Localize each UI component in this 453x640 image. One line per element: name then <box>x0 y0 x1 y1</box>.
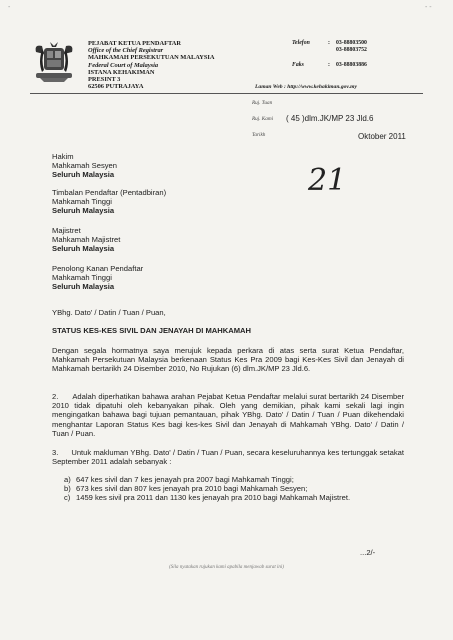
recipient-1: Hakim Mahkamah Sesyen Seluruh Malaysia <box>52 152 118 180</box>
footer-note: (Sila nyatakan rujukan kami apabila menjawab surat ini) <box>169 565 284 570</box>
list-item: b) 673 kes sivil dan 807 kes jenayah pra 2010 bagi Mahkamah Sesyen; <box>64 484 308 494</box>
tarikh-label: Tarikh <box>252 132 266 138</box>
office-address-block <box>88 40 258 90</box>
page-continuation: ...2/- <box>360 548 376 557</box>
scan-mark-right: - - <box>425 4 432 11</box>
precinct: PRESINT 3 <box>88 76 121 84</box>
postcode-city: 62506 PUTRAJAYA <box>88 83 144 91</box>
office-name-english: Office of the Chief Registrar <box>88 47 164 55</box>
website-line: Laman Web : http://www.kehakiman.gov.my <box>255 84 357 90</box>
ruj-tuan-label: Ruj. Tuan <box>252 100 273 106</box>
ruj-kami-label: Ruj. Kami <box>252 116 274 122</box>
paragraph-1: Dengan segala hormatnya saya merujuk kepada perkara di atas serta surat Ketua Pendaftar, Mahkamah Persekutuan Malaysia berkenaan Status Kes Pra 2009 bagi Kes-Kes Sivil dan Jenayah di Mahkamah bertarikh 24 Disember 2010, No Rujukan (6) dlm.JK/MP 23 Jld.6. <box>52 346 404 374</box>
ruj-kami-value: ( 45 )dlm.JK/MP 23 Jld.6 <box>286 114 374 123</box>
telefon-number-2: 03-88803752 <box>336 47 367 54</box>
header-divider <box>30 93 423 94</box>
building-name: ISTANA KEHAKIMAN <box>88 68 155 76</box>
list-item: c) 1459 kes sivil pra 2011 dan 1130 kes jenayah pra 2010 bagi Mahkamah Majistret. <box>64 493 351 503</box>
paragraph-3: 3. Untuk makluman YBhg. Dato' / Datin / Tuan / Puan, secara keseluruhannya kes tertunggak setakat September 2011 adalah sebanyak : <box>52 448 407 467</box>
contact-block: Telefon : 03-88803500 03-88803752 Faks : 03-88803886 <box>292 40 367 68</box>
recipient-2: Timbalan Pendaftar (Pentadbiran) Mahkamah Tinggi Seluruh Malaysia <box>52 188 167 216</box>
salutation: YBhg. Dato' / Datin / Tuan / Puan, <box>52 308 166 317</box>
court-name-english: Federal Court of Malaysia <box>88 61 159 69</box>
recipient-3: Majistret Mahkamah Majistret Seluruh Malaysia <box>52 226 121 254</box>
svg-text:21: 21 <box>308 163 347 196</box>
office-name: PEJABAT KETUA PENDAFTAR <box>88 40 182 47</box>
telefon-label: Telefon <box>292 40 310 46</box>
coat-of-arms-icon <box>30 40 78 84</box>
court-name: MAHKAMAH PERSEKUTUAN MALAYSIA <box>88 54 215 62</box>
telefon-number-1: 03-88803500 <box>336 40 367 46</box>
subject-line: STATUS KES-KES SIVIL DAN JENAYAH DI MAHKAMAH <box>52 326 252 335</box>
paragraph-2: 2. Adalah diperhatikan bahawa arahan Pejabat Ketua Pendaftar melalui surat bertarikh 24 Disember 2010 tidak dipatuhi oleh kebanyakan pihak. Oleh yang demikian, pihak kami sekali lagi ingin mengingatkan bahawa bagi tujuan pemantauan, pihak YBhg. Dato' / Datin / Tuan / Puan dikehendaki menghantar Laporan Status Kes bagi kes-kes Sivil dan Jenayah di Mahkamah YBhg. Dato' / Datin / Tuan / Puan. <box>52 392 407 438</box>
scan-mark-left: - <box>8 4 11 11</box>
outstanding-cases-list <box>64 475 404 503</box>
recipient-4: Penolong Kanan Pendaftar Mahkamah Tinggi Seluruh Malaysia <box>52 264 144 292</box>
tarikh-value: Oktober 2011 <box>358 132 406 141</box>
faks-number: 03-88803886 <box>336 61 367 68</box>
list-item: a) 647 kes sivil dan 7 kes jenayah pra 2007 bagi Mahkamah Tinggi; <box>64 475 294 484</box>
faks-label: Faks <box>292 61 304 68</box>
